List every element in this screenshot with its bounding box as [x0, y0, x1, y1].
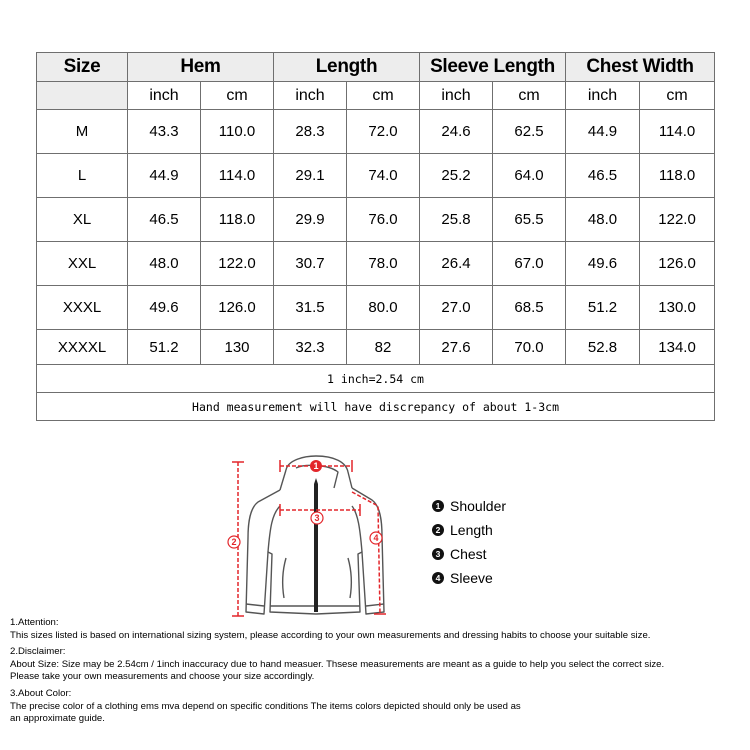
value-cell: 24.6 [420, 110, 493, 154]
size-cell: XXL [37, 242, 128, 286]
table-row [37, 286, 715, 330]
size-chart-table [36, 52, 715, 421]
value-cell: 32.3 [274, 330, 347, 365]
color-title: 3.About Color: [10, 687, 72, 699]
value-cell: 27.0 [420, 286, 493, 330]
value-cell: 62.5 [493, 110, 566, 154]
table-row [37, 330, 715, 365]
svg-text:2: 2 [231, 537, 237, 547]
legend-label: Shoulder [450, 498, 507, 514]
unit-inch: inch [566, 82, 640, 110]
value-cell: 44.9 [566, 110, 640, 154]
value-cell: 130 [201, 330, 274, 365]
discrepancy-note: Hand measurement will have discrepancy of about 1-3cm [37, 393, 715, 421]
legend-item-length [432, 518, 506, 542]
value-cell: 67.0 [493, 242, 566, 286]
table-row [37, 154, 715, 198]
unit-inch: inch [128, 82, 201, 110]
value-cell: 25.2 [420, 154, 493, 198]
value-cell: 64.0 [493, 154, 566, 198]
value-cell: 51.2 [566, 286, 640, 330]
attention-title: 1.Attention: [10, 617, 59, 628]
value-cell: 25.8 [420, 198, 493, 242]
attention-note [10, 617, 745, 642]
value-cell: 130.0 [640, 286, 715, 330]
legend-label: Sleeve [450, 570, 493, 586]
value-cell: 46.5 [566, 154, 640, 198]
svg-text:1: 1 [313, 461, 319, 471]
value-cell: 26.4 [420, 242, 493, 286]
size-cell: XXXXL [37, 330, 128, 365]
unit-cm: cm [201, 82, 274, 110]
header-chest-width: Chest Width [566, 53, 715, 82]
size-notes [10, 617, 745, 730]
legend-item-chest [432, 542, 506, 566]
hooded-jacket-icon [224, 448, 394, 620]
unit-cm: cm [347, 82, 420, 110]
unit-cm: cm [493, 82, 566, 110]
value-cell: 65.5 [493, 198, 566, 242]
unit-inch: inch [274, 82, 347, 110]
value-cell: 30.7 [274, 242, 347, 286]
legend-item-shoulder [432, 494, 506, 518]
value-cell: 70.0 [493, 330, 566, 365]
value-cell: 80.0 [347, 286, 420, 330]
header-size: Size [37, 53, 128, 82]
marker-length [228, 536, 240, 548]
size-cell: XXXL [37, 286, 128, 330]
legend-item-sleeve [432, 566, 506, 590]
value-cell: 78.0 [347, 242, 420, 286]
header-hem: Hem [128, 53, 274, 82]
value-cell: 126.0 [640, 242, 715, 286]
value-cell: 48.0 [128, 242, 201, 286]
value-cell: 72.0 [347, 110, 420, 154]
value-cell: 118.0 [201, 198, 274, 242]
value-cell: 44.9 [128, 154, 201, 198]
marker-sleeve [370, 532, 382, 544]
disclaimer-text: About Size: Size may be 2.54cm / 1inch inaccuracy due to hand measuer. Thsese measurements are meant as a guide to help you select the correct size. [10, 658, 665, 670]
legend-number: 2 [432, 524, 444, 536]
header-sleeve-length: Sleeve Length [420, 53, 566, 82]
legend-number: 4 [432, 572, 444, 584]
value-cell: 134.0 [640, 330, 715, 365]
size-cell: L [37, 154, 128, 198]
value-cell: 28.3 [274, 110, 347, 154]
value-cell: 122.0 [201, 242, 274, 286]
unit-cm: cm [640, 82, 715, 110]
value-cell: 114.0 [640, 110, 715, 154]
size-cell: M [37, 110, 128, 154]
value-cell: 49.6 [128, 286, 201, 330]
value-cell: 48.0 [566, 198, 640, 242]
disclaimer-text: Please take your own measurements and choose your size accordingly. [10, 671, 315, 683]
value-cell: 126.0 [201, 286, 274, 330]
value-cell: 49.6 [566, 242, 640, 286]
header-length: Length [274, 53, 420, 82]
marker-chest [311, 512, 323, 524]
unit-inch: inch [420, 82, 493, 110]
table-row [37, 110, 715, 154]
disclaimer-title: 2.Disclaimer: [10, 646, 66, 658]
value-cell: 52.8 [566, 330, 640, 365]
value-cell: 68.5 [493, 286, 566, 330]
table-header-row [37, 53, 715, 82]
value-cell: 122.0 [640, 198, 715, 242]
legend-number: 1 [432, 500, 444, 512]
attention-text: This sizes listed is based on international sizing system, please according to your own measurements and dressing habits to choose your suitable size. [10, 629, 651, 641]
measurement-legend [432, 494, 506, 590]
value-cell: 29.9 [274, 198, 347, 242]
conversion-note: 1 inch=2.54 cm [37, 365, 715, 393]
value-cell: 110.0 [201, 110, 274, 154]
value-cell: 118.0 [640, 154, 715, 198]
value-cell: 51.2 [128, 330, 201, 365]
value-cell: 27.6 [420, 330, 493, 365]
svg-text:4: 4 [373, 533, 379, 543]
svg-text:3: 3 [314, 513, 320, 523]
table-row [37, 198, 715, 242]
table-units-row [37, 82, 715, 110]
legend-label: Length [450, 522, 493, 538]
discrepancy-note-row [37, 393, 715, 421]
table-row [37, 242, 715, 286]
value-cell: 46.5 [128, 198, 201, 242]
legend-number: 3 [432, 548, 444, 560]
marker-shoulder [310, 460, 322, 472]
legend-label: Chest [450, 546, 487, 562]
value-cell: 82 [347, 330, 420, 365]
value-cell: 31.5 [274, 286, 347, 330]
value-cell: 29.1 [274, 154, 347, 198]
value-cell: 43.3 [128, 110, 201, 154]
value-cell: 114.0 [201, 154, 274, 198]
size-cell: XL [37, 198, 128, 242]
conversion-note-row [37, 365, 715, 393]
disclaimer-note [10, 646, 745, 684]
color-text: an approximate guide. [10, 713, 105, 725]
value-cell: 76.0 [347, 198, 420, 242]
color-text: The precise color of a clothing ems mva depend on specific conditions The items colors depicted should only be used as [10, 700, 521, 712]
color-note [10, 688, 745, 726]
value-cell: 74.0 [347, 154, 420, 198]
units-blank-cell [37, 82, 128, 110]
